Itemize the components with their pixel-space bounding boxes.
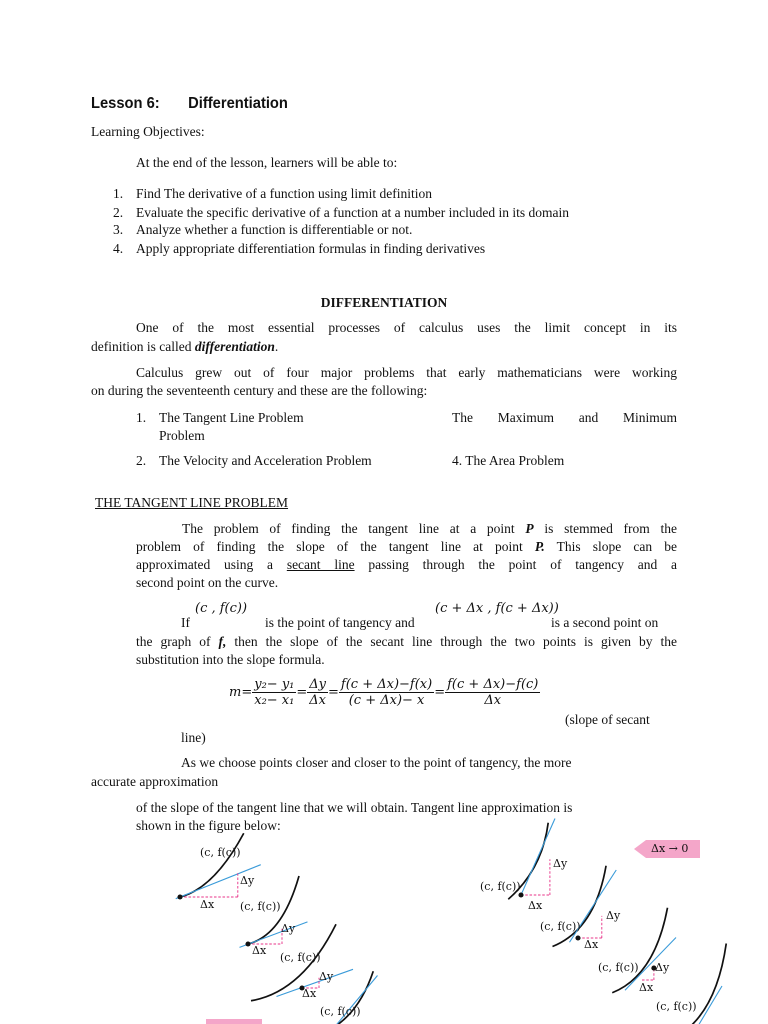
list-item: 1. Find The derivative of a function using limit definition xyxy=(113,186,432,201)
figure-dx-label: Δx xyxy=(200,898,215,911)
para2-line1: Calculus grew out of four major problems that early mathematicians were working xyxy=(136,365,677,380)
if-mid: is the point of tangency and xyxy=(265,615,415,630)
para2-line2: on during the seventeenth century and these are the following: xyxy=(91,383,428,398)
figure-dx-label: Δx xyxy=(584,938,599,951)
formula-note: (slope of secant xyxy=(565,712,650,727)
closer-line4: shown in the figure below: xyxy=(136,818,281,833)
problem3-continuation: Problem xyxy=(159,428,205,443)
figure-dy-label: Δy xyxy=(553,857,568,870)
tangent-para-line2: problem of finding the slope of the tangent line at point P. This slope can be xyxy=(136,539,677,554)
figure-dy-label: Δy xyxy=(655,961,670,974)
figure-dy-label: Δy xyxy=(281,922,296,935)
tangent-para-line3: approximated using a secant line passing through the point of tangency and a xyxy=(136,557,677,572)
if-line2: the graph of f, then the slope of the secant line through the two points is given by the xyxy=(136,634,678,649)
figure-arrow-label: Δx → 0 xyxy=(651,842,689,855)
secant-line-term: secant line xyxy=(286,557,355,572)
figure-left-group xyxy=(176,833,378,1024)
tangent-para-line1: The problem of finding the tangent line at a point P is stemmed from the xyxy=(182,521,678,536)
figure-point-label: (c, f(c)) xyxy=(598,961,639,974)
para1-line1: One of the most essential processes of calculus uses the limit concept in its xyxy=(136,320,677,335)
point-of-tangency: (c , f(c)) xyxy=(195,601,248,616)
para1-line2: definition is called differentiation. xyxy=(91,339,279,354)
figure-point-label: (c, f(c)) xyxy=(280,951,321,964)
lesson-title: Differentiation xyxy=(188,95,288,112)
problem3-text: The Maximum and Minimum xyxy=(452,410,677,425)
figure-dy-label: Δy xyxy=(240,874,255,887)
figure-point-label: (c, f(c)) xyxy=(240,900,281,913)
figure-dx-label: Δx xyxy=(252,944,267,957)
tangent-heading: THE TANGENT LINE PROBLEM xyxy=(95,495,289,510)
term-differentiation: differentiation xyxy=(194,339,275,354)
figure-point-label: (c, f(c)) xyxy=(320,1005,361,1018)
if-end: is a second point on xyxy=(551,615,659,630)
figure-panel xyxy=(176,833,261,899)
learning-objectives-heading: Learning Objectives: xyxy=(91,124,205,139)
figure-dx-label: Δx xyxy=(528,899,543,912)
figure-point-label: (c, f(c)) xyxy=(656,1000,697,1013)
figure-dx-label: Δx xyxy=(302,987,317,1000)
slope-formula: m= $\frac{\text{y₂− y₁}}{\text{x₂− x₁}}$ = $\frac{\Delta y}{\Delta x}$ = $\frac{f(c + \Delta x)-f(x)}{(c + \Delta x)- x}$ = $\frac{f(c + \Delta x)-f(c)}{\Delta x}$ xyxy=(229,677,539,708)
arrow-pink-bar xyxy=(206,1019,262,1024)
figure-dy-label: Δy xyxy=(606,909,621,922)
figure-panel xyxy=(612,908,676,993)
section-heading: DIFFERENTIATION xyxy=(320,295,448,310)
list-item: 4. Apply appropriate differentiation formulas in finding derivatives xyxy=(113,241,486,256)
closer-line1: As we choose points closer and closer to the point of tangency, the more xyxy=(181,755,572,770)
if-word: If xyxy=(181,615,190,630)
second-point: (c + Δx , f(c + Δx)) xyxy=(435,601,559,616)
figure-panel xyxy=(553,866,617,947)
lesson-label: Lesson 6: xyxy=(91,95,160,112)
intro-text: At the end of the lesson, learners will be able to: xyxy=(136,155,398,170)
figure-dx-label: Δx xyxy=(639,981,654,994)
closer-line3: of the slope of the tangent line that we will obtain. Tangent line approximation is xyxy=(136,800,573,815)
list-item: 2. The Velocity and Acceleration Problem xyxy=(136,453,372,468)
figure-point-label: (c, f(c)) xyxy=(480,880,521,893)
closer-line2: accurate approximation xyxy=(91,774,219,789)
list-item: 2. Evaluate the specific derivative of a function at a number included in its domain xyxy=(113,205,569,220)
list-item: 1. The Tangent Line Problem xyxy=(136,410,304,425)
list-item: 3. Analyze whether a function is differentiable or not. xyxy=(113,222,413,237)
tangent-para-line4: second point on the curve. xyxy=(136,575,279,590)
if-line3: substitution into the slope formula. xyxy=(136,652,325,667)
figure-point-label: (c, f(c)) xyxy=(540,920,581,933)
formula-note-continued: line) xyxy=(181,730,206,745)
figure-point-label: (c, f(c)) xyxy=(200,846,241,859)
figure-dy-label: Δy xyxy=(319,970,334,983)
list-item: 4. The Area Problem xyxy=(452,453,565,468)
